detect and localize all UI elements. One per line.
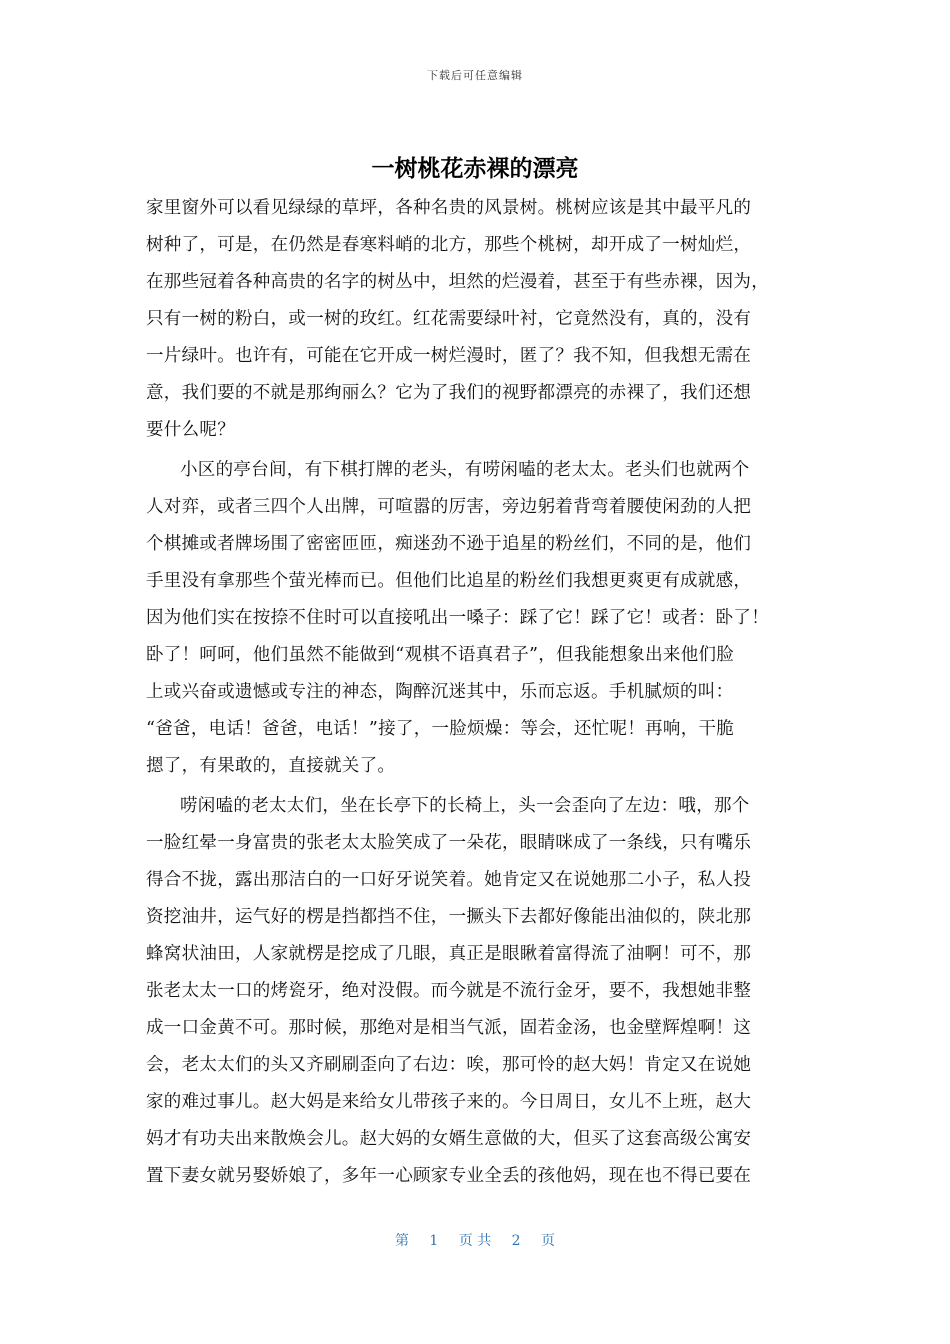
text-line: 只有一树的粉白，或一树的玫红。红花需要绿叶衬，它竟然没有，真的，没有 [146,309,752,329]
footer-page-label: 第 [394,1233,409,1249]
text-line: 资挖油井，运气好的楞是挡都挡不住，一撅头下去都好像能出油似的，陕北那 [146,907,752,927]
text-line: 树种了，可是，在仍然是春寒料峭的北方，那些个桃树，却开成了一树灿烂， [146,235,752,255]
footer-end-label: 页 [541,1233,556,1249]
text-line: 家的难过事儿。赵大妈是来给女儿带孩子来的。今日周日，女儿不上班，赵大 [146,1092,752,1112]
paragraph [146,452,808,785]
text-line: 一片绿叶。也许有，可能在它开成一树烂漫时，匿了？我不知，但我想无需在 [146,346,752,366]
footer-total-label: 页 共 [458,1233,492,1249]
text-line: 意，我们要的不就是那绚丽么？它为了我们的视野都漂亮的赤裸了，我们还想 [146,383,752,403]
document-title: 一树桃花赤裸的漂亮 [371,156,579,182]
text-line: 手里没有拿那些个萤光棒而已。但他们比追星的粉丝们我想更爽更有成就感， [146,571,752,591]
text-line: 家里窗外可以看见绿绿的草坪，各种名贵的风景树。桃树应该是其中最平凡的 [146,198,752,218]
text-line: 小区的亭台间，有下棋打牌的老头，有唠闲嗑的老太太。老头们也就两个 [180,460,750,480]
text-line: 置下妻女就另娶娇娘了，多年一心顾家专业全丢的孩他妈，现在也不得已要在 [146,1166,752,1186]
text-line: 在那些冠着各种高贵的名字的树丛中，坦然的烂漫着，甚至于有些赤裸，因为， [146,272,769,292]
text-line: 卧了！呵呵，他们虽然不能做到“观棋不语真君子”，但我能想象出来他们脸 [146,645,735,665]
text-line: 成一口金黄不可。那时候，那绝对是相当气派，固若金汤，也金壁辉煌啊！这 [146,1018,752,1038]
text-line: “爸爸，电话！爸爸，电话！”接了，一脸烦燥：等会，还忙呢！再响，干脆 [146,719,735,739]
text-line: 妈才有功夫出来散焕会儿。赵大妈的女婿生意做的大，但买了这套高级公寓安 [146,1129,752,1149]
page-footer [0,1230,950,1250]
text-line: 上或兴奋或遗憾或专注的神态，陶醉沉迷其中，乐而忘返。手机腻烦的叫： [146,682,734,702]
text-line: 个棋摊或者牌场围了密密匝匝，痴迷劲不逊于追星的粉丝们，不同的是，他们 [146,534,752,554]
text-line: 唠闲嗑的老太太们，坐在长亭下的长椅上，头一会歪向了左边：哦，那个 [180,796,750,816]
text-line: 要什么呢？ [146,420,235,440]
page-header: 下载后可任意编辑 [427,69,523,82]
document-body [146,190,808,1195]
text-line: 因为他们实在按捺不住时可以直接吼出一嗓子：踩了它！踩了它！或者：卧了！ [146,608,769,628]
text-line: 得合不拢，露出那洁白的一口好牙说笑着。她肯定又在说她那二小子，私人投 [146,870,752,890]
paragraph [146,788,808,1195]
text-line: 一脸红晕一身富贵的张老太太脸笑成了一朵花，眼睛咪成了一条线，只有嘴乐 [146,833,752,853]
text-line: 蜂窝状油田，人家就楞是挖成了几眼，真正是眼瞅着富得流了油啊！可不，那 [146,944,752,964]
text-line: 摁了，有果敢的，直接就关了。 [146,756,396,776]
text-line: 会，老太太们的头又齐刷刷歪向了右边：唉，那可怜的赵大妈！肯定又在说她 [146,1055,752,1075]
footer-current-page: 1 [429,1233,439,1249]
footer-total-pages: 2 [511,1233,521,1249]
paragraph [146,190,808,449]
text-line: 张老太太一口的烤瓷牙，绝对没假。而今就是不流行金牙，要不，我想她非整 [146,981,752,1001]
text-line: 人对弈，或者三四个人出牌，可喧嚣的厉害，旁边躬着背弯着腰使闲劲的人把 [146,497,752,517]
